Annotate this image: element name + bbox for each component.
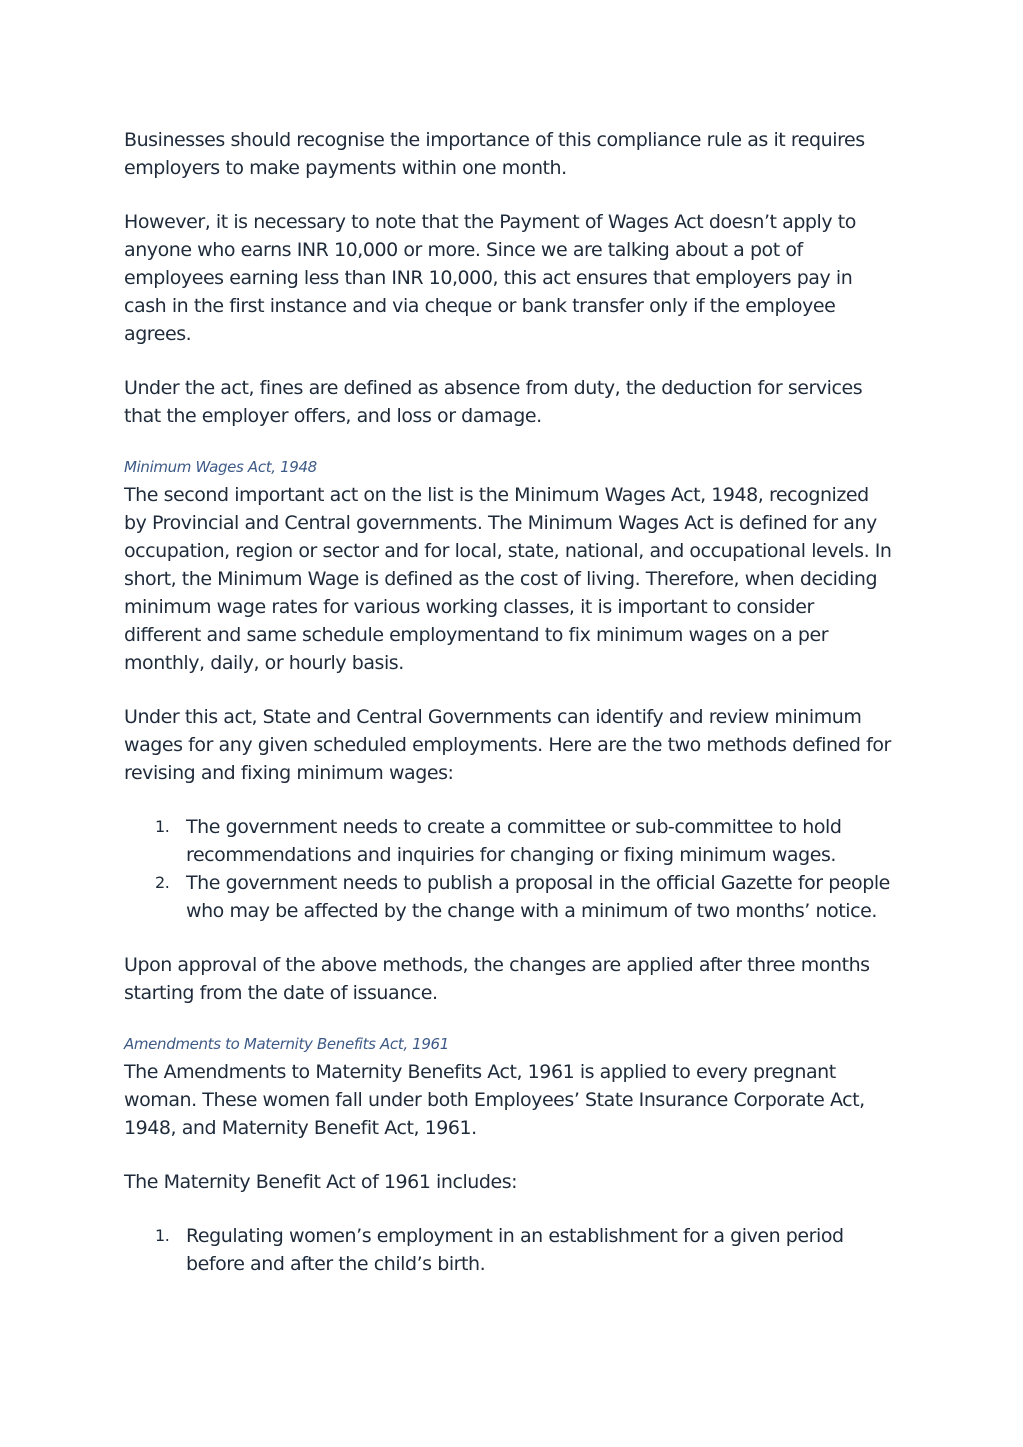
list-item-text: The government needs to publish a proposal in the official Gazette for people who may be affected by the change with a minimum of two months’ notice. [186,872,890,922]
paragraph-maternity-intro: The Amendments to Maternity Benefits Act, 1961 is applied to every pregnant woman. These women fall under both Employees’ State Insurance Corporate Act, 1948, and Maternity Benefit Act, 1961. [124,1061,865,1139]
heading-maternity-benefits-act: Amendments to Maternity Benefits Act, 1961 [124,1035,449,1053]
list-item [155,813,894,869]
paragraph-minimum-wages-intro: The second important act on the list is the Minimum Wages Act, 1948, recognized by Provincial and Central governments. The Minimum Wages Act is defined for any occupation, region or sector and for local, state, national, and occupational levels. In short, the Minimum Wage is defined as the cost of living. Therefore, when deciding minimum wage rates for various working classes, it is important to consider different and same schedule employmentand to fix minimum wages on a per monthly, daily, or hourly basis. [124,484,892,674]
list-item [155,1222,894,1278]
list-minimum-wage-methods [124,813,894,925]
paragraph-payment-of-wages: However, it is necessary to note that the Payment of Wages Act doesn’t apply to anyone who earns INR 10,000 or more. Since we are talking about a pot of employees earning less than INR 10,000, this act ensures that employers pay in cash in the first instance and via cheque or bank transfer only if the employee agrees. [124,211,856,345]
paragraph-maternity-includes: The Maternity Benefit Act of 1961 includes: [124,1171,518,1193]
document-page [124,126,894,1304]
paragraph-fines: Under the act, fines are defined as absence from duty, the deduction for services that the employer offers, and loss or damage. [124,377,863,427]
list-item-text: The government needs to create a committee or sub-committee to hold recommendations and inquiries for changing or fixing minimum wages. [186,816,842,866]
paragraph-approval: Upon approval of the above methods, the changes are applied after three months starting from the date of issuance. [124,954,870,1004]
list-item-number: 1. [155,1226,170,1245]
paragraph-compliance-rule: Businesses should recognise the importance of this compliance rule as it requires employers to make payments within one month. [124,129,865,179]
heading-minimum-wages-act: Minimum Wages Act, 1948 [124,458,317,476]
paragraph-minimum-wages-methods: Under this act, State and Central Governments can identify and review minimum wages for any given scheduled employments. Here are the two methods defined for revising and fixing minimum wages: [124,706,891,784]
list-item-number: 2. [155,873,170,892]
list-item-text: Regulating women’s employment in an establishment for a given period before and after the child’s birth. [186,1225,844,1275]
list-item [155,869,894,925]
list-maternity-provisions [124,1222,894,1278]
list-item-number: 1. [155,817,170,836]
